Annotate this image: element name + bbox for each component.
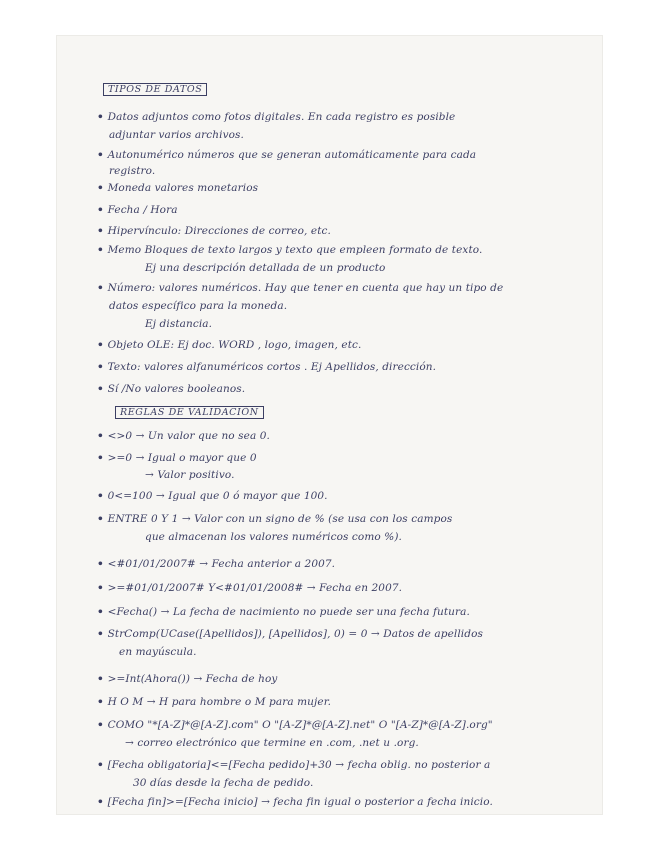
list-item: • Sí /No valores booleanos.: [97, 383, 246, 395]
list-item: • Moneda valores monetarios: [97, 182, 259, 194]
list-item: • >=0 → Igual o mayor que 0: [97, 452, 257, 464]
list-item: • StrComp(UCase([Apellidos]), [Apellidos], 0) = 0 → Datos de apellidos: [97, 628, 483, 640]
list-item-continuation: → Valor positivo.: [145, 469, 235, 481]
notebook-page: [57, 36, 602, 814]
list-item: • Objeto OLE: Ej doc. WORD , logo, imagen, etc.: [97, 339, 362, 351]
list-item-continuation: adjuntar varios archivos.: [109, 129, 244, 141]
list-item: • [Fecha fin]>=[Fecha inicio] → fecha fin igual o posterior a fecha inicio.: [97, 796, 493, 808]
list-item-continuation: Ej una descripción detallada de un producto: [145, 262, 386, 274]
list-item: • Número: valores numéricos. Hay que tener en cuenta que hay un tipo de: [97, 282, 504, 294]
list-item-continuation: datos específico para la moneda.: [109, 300, 288, 312]
section-heading-tipos-datos: TIPOS DE DATOS: [103, 83, 207, 96]
list-item: • Memo Bloques de texto largos y texto que empleen formato de texto.: [97, 244, 483, 256]
list-item: • 0<=100 → Igual que 0 ó mayor que 100.: [97, 490, 328, 502]
list-item: • >=#01/01/2007# Y<#01/01/2008# → Fecha en 2007.: [97, 582, 403, 594]
list-item-continuation: registro.: [109, 165, 156, 177]
list-item: • Fecha / Hora: [97, 204, 178, 216]
list-item: • >=Int(Ahora()) → Fecha de hoy: [97, 673, 278, 685]
list-item-continuation: → correo electrónico que termine en .com, .net u .org.: [125, 737, 419, 749]
list-item-continuation: en mayúscula.: [119, 646, 197, 658]
list-item: • COMO "*[A-Z]*@[A-Z].com" O "[A-Z]*@[A-Z].net" O "[A-Z]*@[A-Z].org": [97, 719, 493, 731]
list-item: • Texto: valores alfanuméricos cortos . Ej Apellidos, dirección.: [97, 361, 437, 373]
list-item: • [Fecha obligatoria]<=[Fecha pedido]+30 → fecha oblig. no posterior a: [97, 759, 491, 771]
list-item: • Autonumérico números que se generan automáticamente para cada: [97, 149, 477, 161]
list-item: • Datos adjuntos como fotos digitales. En cada registro es posible: [97, 111, 456, 123]
list-item: • ENTRE 0 Y 1 → Valor con un signo de % (se usa con los campos: [97, 513, 453, 525]
list-item: • Hipervínculo: Direcciones de correo, etc.: [97, 225, 331, 237]
list-item-continuation: que almacenan los valores numéricos como %).: [145, 531, 402, 543]
list-item: • <>0 → Un valor que no sea 0.: [97, 430, 270, 442]
section-heading-reglas-validacion: REGLAS DE VALIDACIÓN: [115, 406, 264, 419]
list-item: • <#01/01/2007# → Fecha anterior a 2007.: [97, 558, 336, 570]
list-item: • H O M → H para hombre o M para mujer.: [97, 696, 332, 708]
list-item-continuation: Ej distancia.: [145, 318, 213, 330]
list-item-continuation: 30 días desde la fecha de pedido.: [133, 777, 314, 789]
list-item: • <Fecha() → La fecha de nacimiento no puede ser una fecha futura.: [97, 606, 470, 618]
